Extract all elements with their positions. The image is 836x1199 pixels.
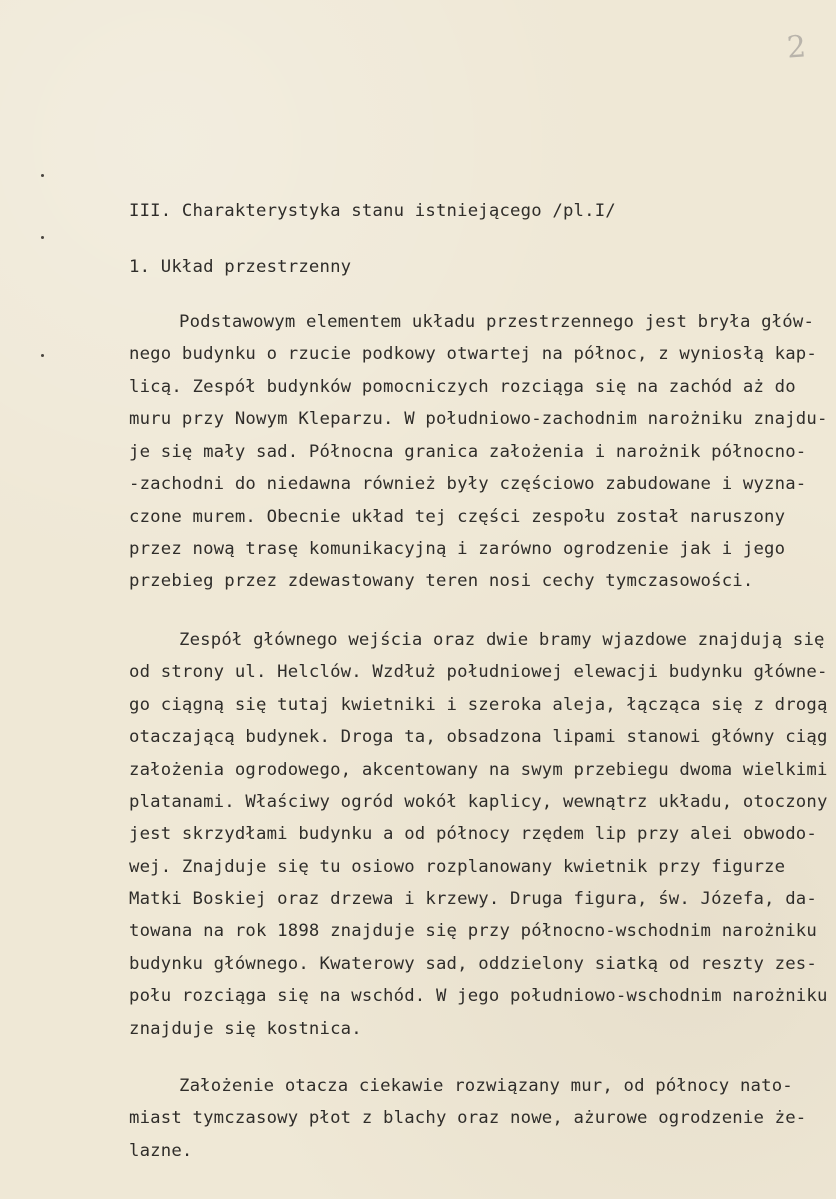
paragraph-1-line-3: licą. Zespół budynków pomocniczych rozciąga się na zachód aż do xyxy=(129,377,796,397)
paragraph-1-line-5: je się mały sad. Północna granica założenia i narożnik północno- xyxy=(129,442,807,462)
page-number: 2 xyxy=(785,29,808,66)
section-heading: III. Charakterystyka stanu istniejącego /pl.I/ xyxy=(129,201,616,221)
paragraph-3-line-2: miast tymczasowy płot z blachy oraz nowe, ażurowe ogrodzenie że- xyxy=(129,1108,807,1128)
paragraph-1-line-6: -zachodni do niedawna również były częściowo zabudowane i wyzna- xyxy=(129,474,807,494)
paragraph-3-line-3: lazne. xyxy=(129,1141,193,1161)
paragraph-2-line-8: wej. Znajduje się tu osiowo rozplanowany kwietnik przy figurze xyxy=(129,857,786,877)
paragraph-1-line-8: przez nową trasę komunikacyjną i zarówno ogrodzenie jak i jego xyxy=(129,539,786,559)
paragraph-2-line-13: znajduje się kostnica. xyxy=(129,1019,362,1039)
paragraph-1-line-1: Podstawowym elementem układu przestrzennego jest bryła głów- xyxy=(179,312,815,332)
paragraph-1-line-2: nego budynku o rzucie podkowy otwartej na północ, z wyniosłą kap- xyxy=(129,344,817,364)
paragraph-2-line-3: go ciągną się tutaj kwietniki i szeroka aleja, łącząca się z drogą xyxy=(129,695,828,715)
margin-mark xyxy=(41,174,44,177)
paragraph-1-line-4: muru przy Nowym Kleparzu. W południowo-zachodnim narożniku znajdu- xyxy=(129,409,828,429)
paragraph-2-line-11: budynku głównego. Kwaterowy sad, oddzielony siatką od reszty zes- xyxy=(129,954,817,974)
subsection-heading: 1. Układ przestrzenny xyxy=(129,257,352,277)
margin-mark xyxy=(41,236,44,239)
paragraph-1-line-9: przebieg przez zdewastowany teren nosi cechy tymczasowości. xyxy=(129,571,754,591)
paragraph-2-line-7: jest skrzydłami budynku a od północy rzędem lip przy alei obwodo- xyxy=(129,824,817,844)
paragraph-2-line-6: platanami. Właściwy ogród wokół kaplicy, wewnątrz układu, otoczony xyxy=(129,792,828,812)
paragraph-2-line-5: założenia ogrodowego, akcentowany na swym przebiegu dwoma wielkimi xyxy=(129,760,828,780)
paragraph-3-line-1: Założenie otacza ciekawie rozwiązany mur, od północy nato- xyxy=(179,1076,793,1096)
paragraph-2-line-9: Matki Boskiej oraz drzewa i krzewy. Druga figura, św. Józefa, da- xyxy=(129,889,817,909)
paragraph-1-line-7: czone murem. Obecnie układ tej części zespołu został naruszony xyxy=(129,507,786,527)
paragraph-2-line-12: połu rozciąga się na wschód. W jego południowo-wschodnim narożniku xyxy=(129,986,828,1006)
margin-mark xyxy=(41,354,44,357)
paragraph-2-line-1: Zespół głównego wejścia oraz dwie bramy wjazdowe znajdują się xyxy=(179,630,825,650)
paragraph-2-line-10: towana na rok 1898 znajduje się przy północno-wschodnim narożniku xyxy=(129,921,817,941)
paragraph-2-line-2: od strony ul. Helclów. Wzdłuż południowej elewacji budynku główne- xyxy=(129,662,828,682)
paragraph-2-line-4: otaczającą budynek. Droga ta, obsadzona lipami stanowi główny ciąg xyxy=(129,727,828,747)
